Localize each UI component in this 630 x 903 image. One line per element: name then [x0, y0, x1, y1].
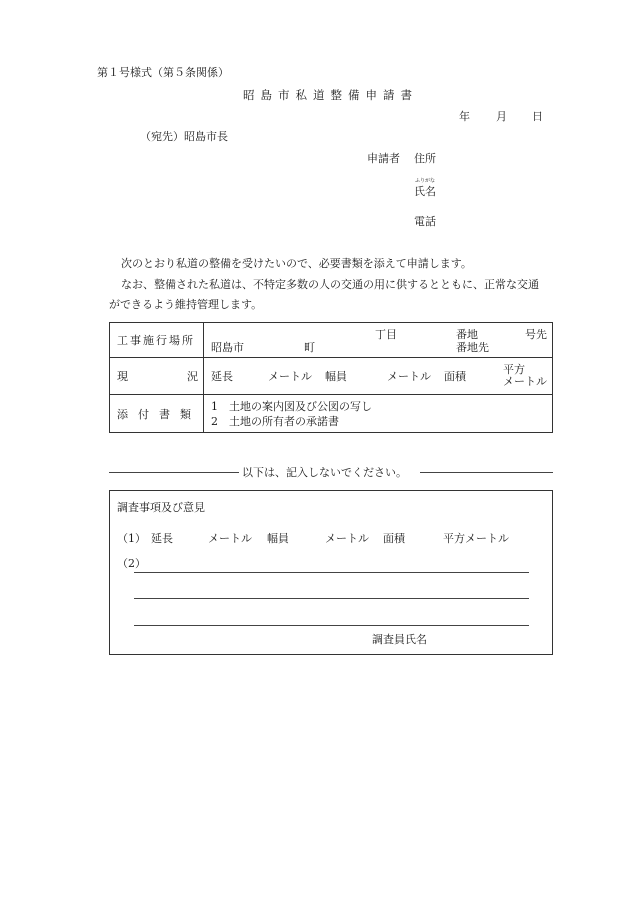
status-meter-2: メートル	[387, 370, 431, 383]
location-banchi: 番地	[456, 328, 478, 341]
survey-heading: 調査事項及び意見	[117, 501, 205, 514]
survey-item-2-number: （2）	[117, 557, 146, 570]
body-paragraph-1: 次のとおり私道の整備を受けたいので、必要書類を添えて申請します。	[121, 257, 472, 270]
status-sqm-line-1: 平方	[503, 363, 525, 376]
status-label-right: 況	[187, 370, 198, 383]
status-meter-1: メートル	[268, 370, 312, 383]
form-number: 第１号様式（第５条関係）	[97, 66, 229, 79]
inspector-name-label: 調査員氏名	[372, 633, 427, 646]
status-sqm-line-2: メートル	[503, 375, 547, 388]
table-row-status	[110, 358, 553, 395]
status-area: 面積	[444, 370, 466, 383]
survey-writing-line-2	[134, 598, 529, 599]
date-month-label: 月	[496, 110, 507, 123]
furigana-label: ふりがな	[415, 178, 436, 184]
location-banchi-saki: 番地先	[456, 341, 489, 354]
status-width: 幅員	[325, 370, 347, 383]
location-gou: 号先	[525, 328, 547, 341]
addressee: （宛先）昭島市長	[140, 130, 228, 143]
date-year-label: 年	[459, 110, 470, 123]
survey-writing-line-3	[134, 625, 529, 626]
name-label: 氏名	[414, 185, 436, 198]
survey-meter-2: メートル	[325, 532, 369, 545]
status-label-cell	[110, 358, 204, 395]
attachments-label-cell	[110, 395, 204, 433]
table-row-location	[110, 323, 553, 358]
attachment-item-2: 2 土地の所有者の承諾書	[211, 415, 339, 428]
location-value-cell	[204, 323, 553, 358]
address-label: 住所	[414, 152, 436, 165]
divider-text: 以下は、記入しないでください。	[242, 466, 407, 479]
survey-sqm: 平方メートル	[443, 532, 509, 545]
status-length: 延長	[211, 370, 233, 383]
phone-label: 電話	[414, 215, 436, 228]
survey-writing-line-1	[134, 572, 529, 573]
location-town: 町	[304, 341, 315, 354]
survey-meter-1: メートル	[208, 532, 252, 545]
attachments-label: 添付書類	[117, 408, 201, 421]
survey-width: 幅員	[267, 532, 289, 545]
status-value-cell	[204, 358, 553, 395]
date-day-label: 日	[532, 110, 543, 123]
location-chome: 丁目	[375, 328, 397, 341]
table-row-attachments	[110, 395, 553, 433]
divider-line-left	[109, 472, 239, 473]
status-label-left: 現	[117, 370, 128, 383]
location-city: 昭島市	[211, 341, 244, 354]
survey-box	[109, 490, 553, 655]
divider-line-right	[420, 472, 553, 473]
location-label-cell	[110, 323, 204, 358]
survey-item-1-number: （1）	[117, 532, 146, 545]
body-paragraph-2-line-1: なお、整備された私道は、不特定多数の人の交通の用に供するとともに、正常な交通	[121, 278, 539, 291]
body-paragraph-2-line-2: ができるよう維持管理します。	[109, 298, 263, 311]
applicant-label: 申請者	[367, 152, 400, 165]
survey-length: 延長	[151, 532, 173, 545]
location-label: 工事施行場所	[117, 334, 195, 347]
survey-area: 面積	[383, 532, 405, 545]
page-title: 昭島市私道整備申請書	[243, 88, 418, 102]
attachment-item-1: 1 土地の案内図及び公図の写し	[211, 400, 372, 413]
attachments-value-cell	[204, 395, 553, 433]
application-table	[109, 322, 553, 433]
